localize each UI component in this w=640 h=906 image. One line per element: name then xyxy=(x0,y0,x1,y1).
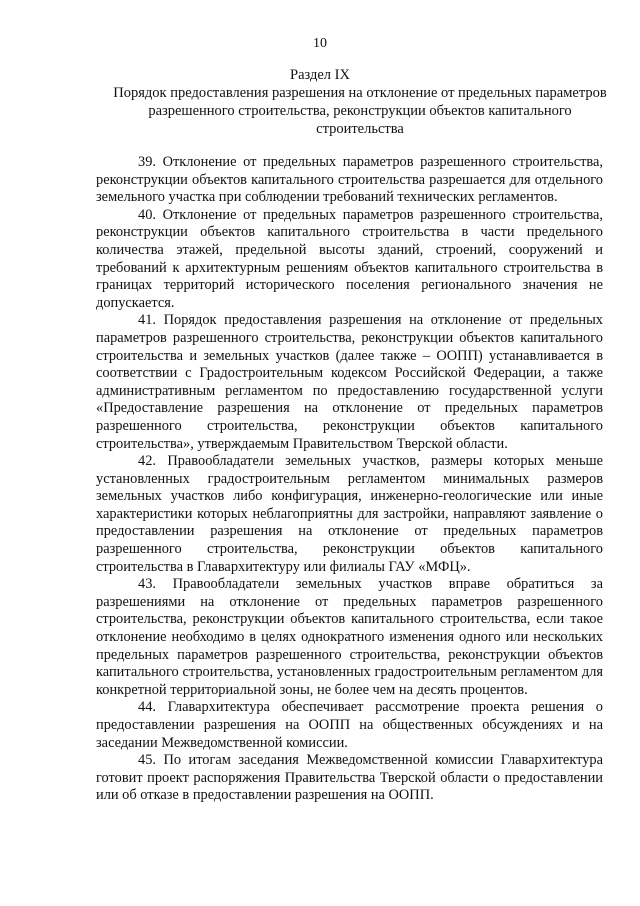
paragraph-43: 43. Правообладатели земельных участков вправе обратиться за разрешениями на отклонение от предельных параметров разрешенного строительства, реконструкции объектов капитального строительства, если такое отклонение необходимо в целях однократного изменения одного или нескольких предельных параметров разрешенного строительства, реконструкции объектов капитального строительства, установленных градостроительным регламентом для конкретной территориальной зоны, не более чем на десять процентов. xyxy=(96,576,603,698)
paragraph-42: 42. Правообладатели земельных участков, размеры которых меньше установленных градостроительным регламентом минимальных размеров земельных участков либо конфигурация, инженерно-геологические или иные характеристики которых неблагоприятны для застройки, направляют заявление о предоставлении разрешения на отклонение от предельных параметров разрешенного строительства, реконструкции объектов капитального строительства в Главархитектуру или филиалы ГАУ «МФЦ». xyxy=(96,453,603,575)
paragraph-40: 40. Отклонение от предельных параметров разрешенного строительства, реконструкции объектов капитального строительства в части предельного количества этажей, предельной высоты зданий, строений, сооружений и требований к архитектурным решениям объектов капитального строительства в границах территорий исторического поселения регионального значения не допускается. xyxy=(96,206,603,311)
paragraph-44: 44. Главархитектура обеспечивает рассмотрение проекта решения о предоставлении разрешения на ООПП на общественных обсуждениях и на заседании Межведомственной комиссии. xyxy=(96,699,603,751)
section-title: Раздел IX xyxy=(290,67,350,83)
paragraph-41: 41. Порядок предоставления разрешения на отклонение от предельных параметров разрешенного строительства, реконструкции объектов капитального строительства и земельных участков (далее также – ООПП) устанавливается в соответствии с Градостроительным кодексом Российской Федерации, а также административным регламентом по предоставлению государственной услуги «Предоставление разрешения на отклонение от предельных параметров разрешенного строительства, реконструкции объектов капитального строительства», утверждаемым Правительством Тверской области. xyxy=(96,312,603,452)
paragraph-39: 39. Отклонение от предельных параметров разрешенного строительства, реконструкции объектов капитального строительства разрешается для отдельного земельного участка при соблюдении требований технических регламентов. xyxy=(96,154,603,206)
document-body xyxy=(96,154,603,805)
page-number: 10 xyxy=(313,36,327,51)
section-heading: Порядок предоставления разрешения на отклонение от предельных параметров разрешенного строительства, реконструкции объектов капитального строительства xyxy=(113,85,607,137)
paragraph-45: 45. По итогам заседания Межведомственной комиссии Главархитектура готовит проект распоряжения Правительства Тверской области о предоставлении или об отказе в предоставлении разрешения на ООПП. xyxy=(96,752,603,804)
